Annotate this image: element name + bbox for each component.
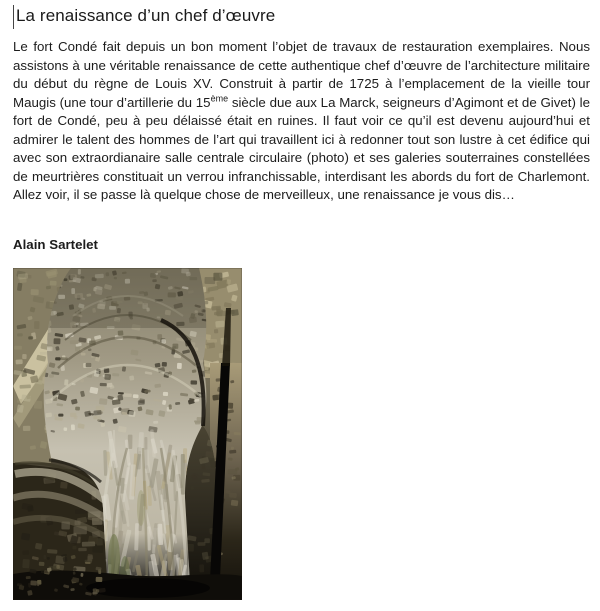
- vault-photo-image: [13, 268, 242, 600]
- author-name: Alain Sartelet: [13, 237, 98, 252]
- superscript-text: ème: [210, 93, 229, 104]
- article-title: La renaissance d’un chef d’œuvre: [16, 6, 276, 25]
- paragraph-text: siècle due aux La Marck, seigneurs d’Agimont et de Givet) le fort de Condé, peu à peu délaissé était en ruines. Il faut voir ce qu’il est devenu aujourd’hui et admirer le talent des hommes de l’art qui travaillent ici à redonner tout son lustre à cet édifice qui avec son extraordianaire salle centrale circulaire (photo) et ses galeries souterraines constellées de meurtrières constituait un verrou infranchissable, interdisant les abords du fort de Charlemont. Allez voir, il se passe là quelque chose de merveilleux, une renaissance je vous dis…: [13, 94, 590, 202]
- paragraph-text: Le fort Condé fait depuis un bon moment l’objet de travaux de restauration exemplaires. Nous assistons à une véritable renaissance de cette authentique chef d’œuvre de l’architecture militaire du début du règne de Louis XV. Construit à partir de 1725 à l’emplacement de la vieille tour Maugis (une tour d’artillerie du 15: [13, 39, 590, 110]
- article-paragraph: [13, 38, 590, 205]
- text-cursor[interactable]: [13, 5, 14, 29]
- vault-photo: [13, 268, 242, 600]
